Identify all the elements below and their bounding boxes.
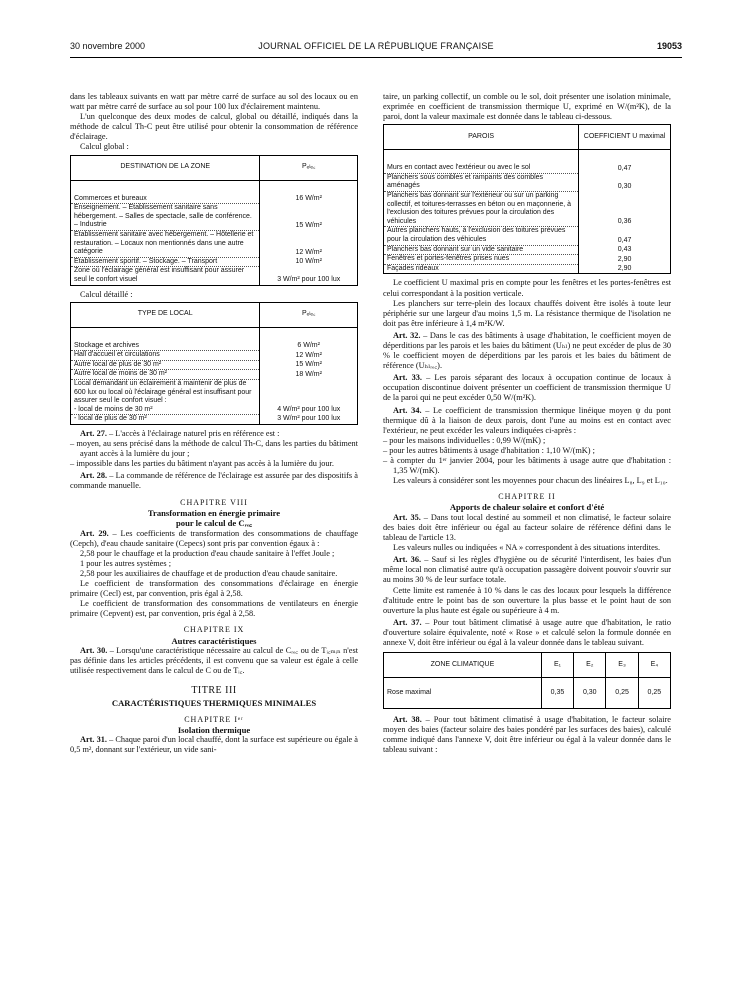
chapter-title: Transformation en énergie primaire [147,507,281,518]
article-27: Art. 27. – L'accès à l'éclairage naturel pris en référence est : [80,428,280,438]
header-rule [70,57,682,58]
article-29: Art. 29. – Les coefficients de transformation des consommations de chauffage (Cepch), d'eau chaude sanitaire (Cepecs) sont pris par convention égaux à : [70,528,358,548]
title-heading: TITRE III [191,685,237,697]
bullet: – pour les autres bâtiments à usage d'habitation : 1,10 W/(mK) ; [383,445,595,455]
table-header: PAROIS [384,125,579,150]
table-header: COEFFICIENT U maximal [579,125,671,150]
table-header: TYPE DE LOCAL [71,302,260,327]
paragraph: Les valeurs à considérer sont les moyennes pour chacun des linéaires L₈, L₉ et L₁₀. [393,476,668,486]
paragraph: Le coefficient de transformation des consommations d'éclairage en énergie primaire (Cecl) est, par convention, pris égal à 2,58. [70,579,358,599]
table-row: Enseignement. – Etablissement sanitaire sans hébergement. – Salles de spectacle, salle de conférence. – Industrie 15 W/m² [71,204,358,231]
list-item: 2,58 pour le chauffage et la production d'eau chaude sanitaire à l'effet Joule ; [80,548,335,558]
table-header: E₄ [638,653,670,678]
label-calcul-detaille: Calcul détaillé : [80,289,133,299]
table-row: Commerces et bureaux 16 W/m² [71,195,358,204]
article-38: Art. 38. – Pour tout bâtiment climatisé à usage d'habitation, le facteur solaire moyen des baies (facteur solaire des baies pondéré par les surfaces des baies), calculé comme indiqué dans l'annexe V, doit être inférieur ou égal à la valeur donnée dans le tableau suivant : [383,715,671,755]
table-header: DESTINATION DE LA ZONE [71,155,260,180]
table-header: Pₑₗₑ꜀ [260,155,358,180]
article-28: Art. 28. – La commande de référence de l'éclairage est assurée par des dispositifs à commande manuelle. [70,471,358,491]
article-33: Art. 33. – Les parois séparant des locaux à occupation continue de locaux à occupation discontinue doivent présenter un coefficient de transmission thermique U de la paroi qui ne peut excéder 0,50 W/(m²K). [383,373,671,403]
article-35: Art. 35. – Dans tout local destiné au sommeil et non climatisé, le facteur solaire des baies doit être inférieur ou égal au facteur solaire de référence défini dans le tableau de l'article 13. [383,512,671,543]
table-row: - local de moins de 30 m² 4 W/m² pour 100 lux [71,406,358,415]
bullet: – impossible dans les parties du bâtiment n'ayant pas accès à la lumière du jour. [70,459,334,469]
table-row: Planchers sous combles et rampants des combles aménagés 0,30 [384,173,671,191]
bullet: – à compter du 1ᵉʳ janvier 2004, pour les bâtiments à usage autre que d'habitation : 1,35 W/(mK). [383,456,671,476]
header-date: 30 novembre 2000 [70,41,146,51]
chapter-title: pour le calcul de Cᵣₑ꜀ [176,518,252,529]
table-row: Stockage et archives 6 W/m² [71,342,358,351]
table-header: E₁ [541,653,573,678]
chapter-heading: CHAPITRE VIII [180,497,248,507]
table-row: Autre local de moins de 30 m² 18 W/m² [71,370,358,380]
list-item: 1 pour les autres systèmes ; [80,558,172,568]
table-row: Autres planchers hauts, à l'exclusion des toitures prévues pour la circulation des véhicules 0,47 [384,227,671,245]
table-row: Planchers bas donnant sur un vide sanitaire 0,43 [384,245,671,255]
article-32: Art. 32. – Dans le cas des bâtiments à usage d'habitation, le coefficient moyen de déperditions par les parois et les baies du bâtiment (Uₕₗ) ne peut excéder de plus de 30 % le coefficient moyen de déperditions par les parois et les baies du bâtiment de référence (Uₕₗᵣₑ꜀). [383,330,671,371]
table-row: Local demandant un éclairement à maintenir de plus de 600 lux ou local où l'éclairage général est insuffisant pour assurer seul le confort visuel : [71,379,358,405]
table-parois [383,124,671,274]
table-type-local [70,302,358,425]
page-header [70,41,682,55]
list-item: 2,58 pour les auxiliaires de chauffage et de production d'eau chaude sanitaire. [80,568,338,578]
chapter-heading: CHAPITRE Iᵉʳ [184,714,244,724]
table-row: Zone où l'éclairage général est insuffisant pour assurer seul le confort visuel 3 W/m² pour 100 lux [71,267,358,285]
table-destination-zone [70,155,358,286]
chapter-heading: CHAPITRE IX [183,625,245,635]
chapter-heading: CHAPITRE II [498,492,556,502]
table-row: Planchers bas donnant sur l'extérieur ou sur un parking collectif, et toitures-terrasses en béton ou en maçonnerie, à l'exclusion des toitures prévues pour la circulation des véhicules 0,36 [384,192,671,227]
article-30: Art. 30. – Lorsqu'une caractéristique nécessaire au calcul de Cᵣₑ꜀ ou de Tᵢ꜀ₘᵢₙ n'est pas définie dans les articles précédents, il est convenu que sa valeur est égale à celle utilisée respectivement dans le calcul de C ou de Tᵢ꜀. [70,646,358,676]
article-37: Art. 37. – Pour tout bâtiment climatisé à usage autre que d'habitation, le ratio d'ouverture solaire équivalente, noté « Rose » et calculé selon la formule donnée en annexe V, doit être inférieur ou égal à la valeur donnée dans le tableau suivant. [383,617,671,647]
table-row: Façades rideaux 2,90 [384,264,671,274]
paragraph: Cette limite est ramenée à 10 % dans le cas des locaux pour lesquels la différence d'altitude entre le point bas de son ouverture la plus basse et le point haut de son ouverture la plus haute est égale ou supérieure à 4 m. [383,585,671,615]
bullet: – pour les maisons individuelles : 0,99 W/(mK) ; [383,435,546,445]
paragraph: dans les tableaux suivants en watt par mètre carré de surface au sol des locaux ou en watt par mètre carré de surface au sol pour 100 lux d'éclairement maintenu. [70,92,358,112]
paragraph: taire, un parking collectif, un comble ou le sol, doit présenter une isolation minimale, exprimée en coefficient de transmission thermique U, exprimé en W/(m²K), de la paroi, dont la valeur maximale est donnée dans le tableau ci-dessous. [383,92,671,122]
paragraph: Les valeurs nulles ou indiquées « NA » correspondent à des situations interdites. [393,543,661,553]
table-header: ZONE CLIMATIQUE [384,653,542,678]
table-row: Hall d'accueil et circulations 12 W/m² [71,351,358,361]
table-row: Autre local de plus de 30 m² 15 W/m² [71,360,358,370]
article-31: Art. 31. – Chaque paroi d'un local chauffé, dont la surface est supérieure ou égale à 0,5 m², donnant sur l'extérieur, un vide sani- [70,735,358,755]
table-row: Etablissement sanitaire avec hébergement. – Hôtellerie et restauration. – Locaux non mentionnés dans une autre catégorie 12 W/m² [71,230,358,257]
article-34: Art. 34. – Le coefficient de transmission thermique linéique moyen ψ du pont thermique dû à la liaison de deux parois, dont l'une au moins est en contact avec l'extérieur, ne peut excéder les valeurs indiquées ci-après : [383,405,671,435]
paragraph: Les planchers sur terre-plein des locaux chauffés doivent être isolés à toute leur périphérie sur une largeur d'au moins 1,5 m. La résistance thermique de l'isolation ne doit pas être inférieure à 1,4 m²K/W. [383,298,671,328]
paragraph: L'un quelconque des deux modes de calcul, global ou détaillé, indiqués dans la méthode de calcul Th-C peut être utilisé pour obtenir la consommation de référence d'éclairage. [70,112,358,142]
chapter-title: Isolation thermique [177,724,251,735]
table-zone-climatique [383,652,671,709]
table-row: Etablissement sportif. – Stockage. – Transport 10 W/m² [71,257,358,267]
header-journal-title: JOURNAL OFFICIEL DE LA RÉPUBLIQUE FRANÇAISE [258,41,494,51]
paragraph: Le coefficient de transformation des consommations de ventilateurs en énergie primaire (Cepvent) est, par convention, pris égal à 2,58. [70,599,358,619]
chapter-title: Apports de chaleur solaire et confort d'été [449,502,605,513]
header-page-number: 19053 [656,41,682,51]
right-column [383,92,671,755]
table-header: E₂ [574,653,606,678]
left-column [70,92,358,755]
paragraph: Le coefficient U maximal pris en compte pour les fenêtres et les portes-fenêtres est celui correspondant à la position verticale. [383,278,671,298]
label-calcul-global: Calcul global : [80,142,129,152]
table-header: E₃ [606,653,638,678]
title-subheading: CARACTÉRISTIQUES THERMIQUES MINIMALES [111,698,317,709]
table-row: Fenêtres et portes-fenêtres prises nues 2,90 [384,255,671,265]
table-row: Rose maximal 0,35 0,30 0,25 0,25 [384,678,671,709]
table-header: Pₑₗₑ꜀ [260,302,358,327]
chapter-title: Autres caractéristiques [171,635,257,646]
table-row: Murs en contact avec l'extérieur ou avec le sol 0,47 [384,164,671,173]
article-36: Art. 36. – Sauf si les règles d'hygiène ou de sécurité l'interdisent, les baies d'un même local non climatisé autre qu'à occupation passagère doivent pouvoir s'ouvrir sur au moins 30 % de leur surface totale. [383,555,671,585]
bullet: – moyen, au sens précisé dans la méthode de calcul Th-C, dans les parties du bâtiment ayant accès à la lumière du jour ; [70,439,358,459]
table-row: - local de plus de 30 m² 3 W/m² pour 100 lux [71,415,358,425]
